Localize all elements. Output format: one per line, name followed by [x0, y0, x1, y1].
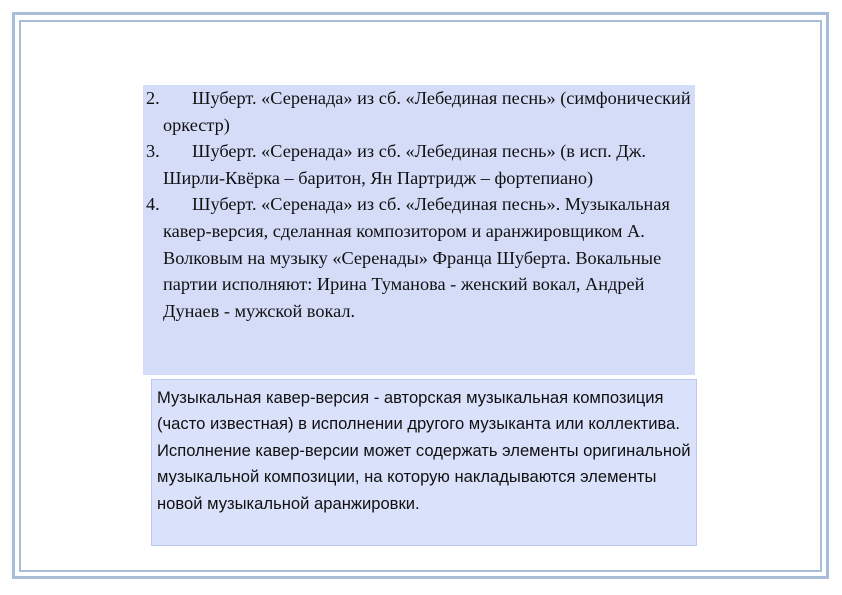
list-item-number: 2. — [146, 88, 160, 108]
list-item — [143, 85, 695, 138]
definition-box — [151, 379, 697, 546]
list-item-text: Шуберт. «Серенада» из сб. «Лебединая песнь». Музыкальная кавер-версия, сделанная композитором и аранжировщиком А. Волковым на музыку «Серенады» Франца Шуберта. Вокальные партии исполняют: Ирина Туманова - женский вокал, Андрей Дунаев - мужской вокал. — [163, 194, 670, 321]
track-list-box — [143, 85, 695, 375]
list-item-text: Шуберт. «Серенада» из сб. «Лебединая песнь» (в исп. Дж. Ширли-Квёрка – баритон, Ян Партридж – фортепиано) — [163, 141, 646, 188]
list-item — [143, 191, 695, 324]
list-item — [143, 138, 695, 191]
definition-text: Музыкальная кавер-версия - авторская музыкальная композиция (часто известная) в исполнении другого музыканта или коллектива. Исполнение кавер-версии может содержать элементы оригинальной музыкальной композиции, на которую накладываются элементы новой музыкальной аранжировки. — [157, 388, 691, 513]
list-item-number: 4. — [146, 194, 160, 215]
list-item-text: Шуберт. «Серенада» из сб. «Лебединая песнь» (симфонический оркестр) — [163, 88, 691, 135]
list-item-number: 3. — [146, 141, 160, 162]
track-list — [143, 85, 695, 324]
